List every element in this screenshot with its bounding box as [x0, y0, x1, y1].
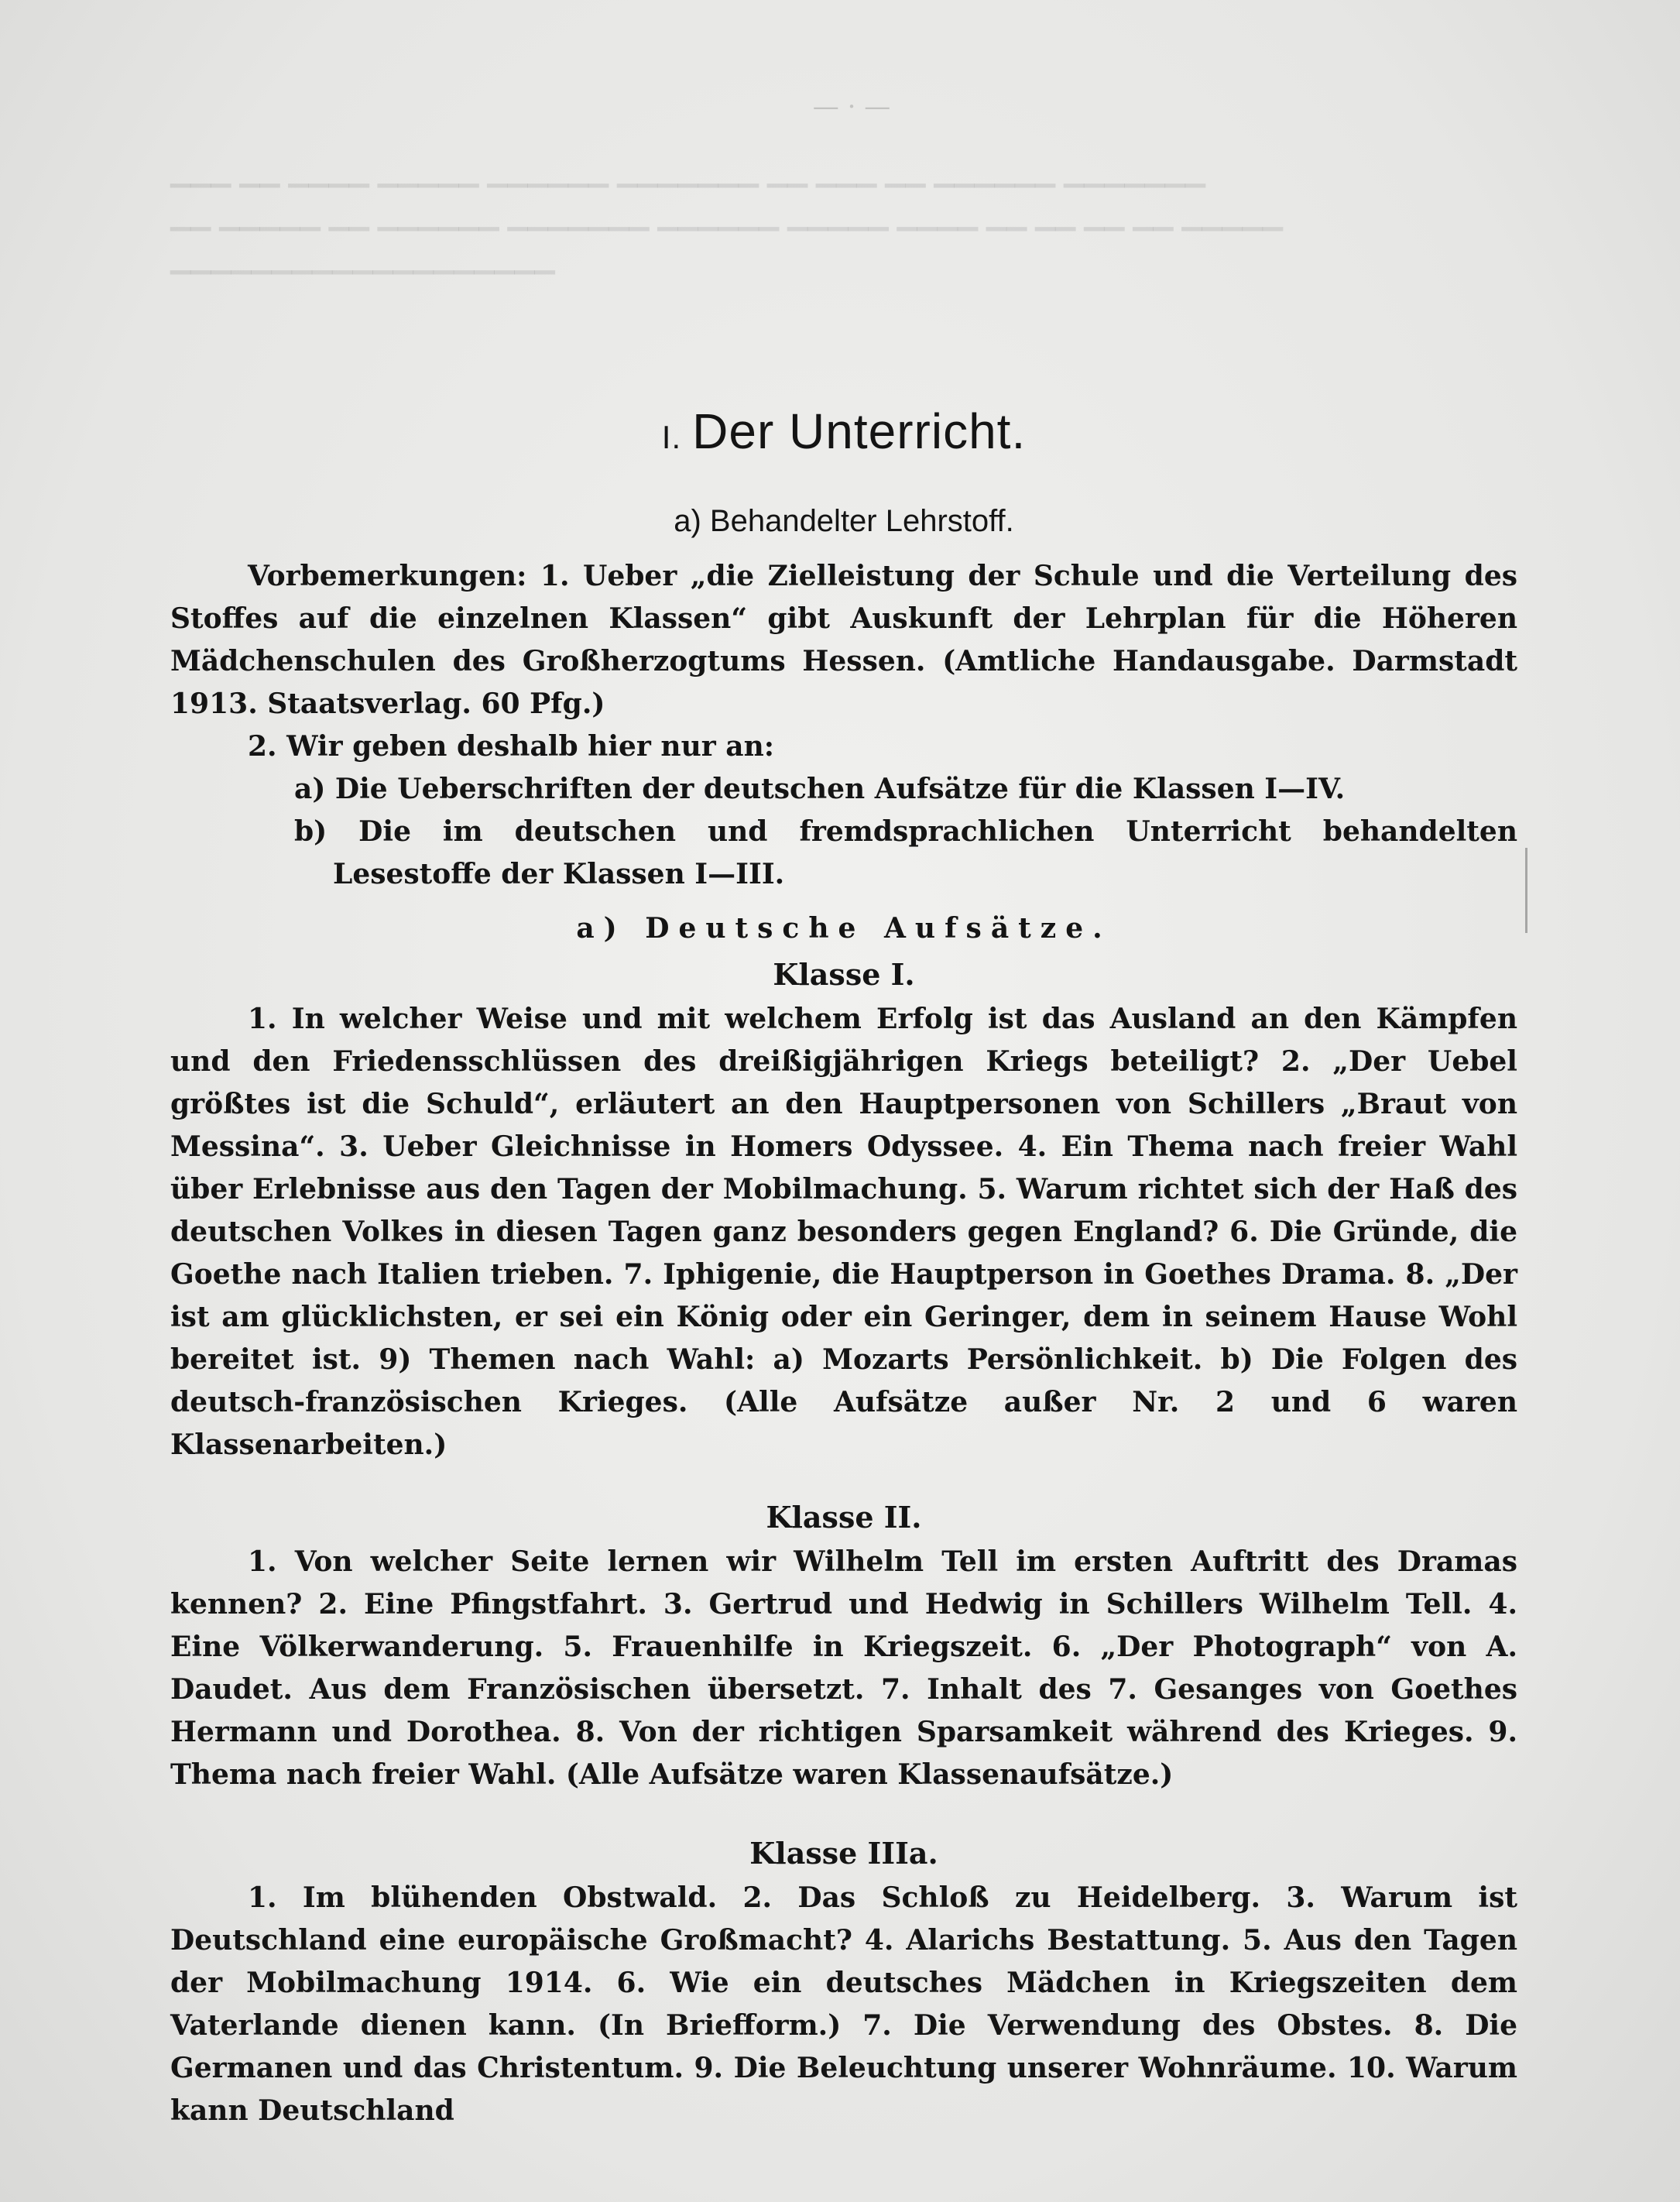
- chapter-heading: [170, 399, 1517, 470]
- klasse-2-essays: 1. Von welcher Seite lernen wir Wilhelm Tell im ersten Auftritt des Dramas kennen? 2. Eine Pfingstfahrt. 3. Gertrud und Hedwig in Schillers Wilhelm Tell. 4. Eine Völkerwanderung. 5. Frauenhilfe in Kriegszeit. 6. „Der Photograph“ von A. Daudet. Aus dem Französischen übersetzt. 7. Inhalt des 7. Gesanges von Goethes Hermann und Dorothea. 8. Von der richtigen Sparsamkeit während des Krieges. 9. Thema nach freier Wahl. (Alle Aufsätze waren Klassenaufsätze.): [170, 1545, 1517, 1791]
- essays-heading: a) Deutsche Aufsätze.: [576, 912, 1112, 945]
- chapter-title: Der Unterricht.: [692, 403, 1027, 459]
- klasse-1-essays: 1. In welcher Weise und mit welchem Erfolg ist das Ausland an den Kämpfen und den Friedensschlüssen des dreißigjährigen Kriegs beteiligt? 2. „Der Uebel größtes ist die Schuld“, erläutert an den Hauptpersonen von Schillers „Braut von Messina“. 3. Ueber Gleichnisse in Homers Odyssee. 4. Ein Thema nach freier Wahl über Erlebnisse aus den Tagen der Mobilmachung. 5. Warum richtet sich der Haß des deutschen Volkes in diesen Tagen ganz besonders gegen England? 6. Die Gründe, die Goethe nach Italien trieben. 7. Iphigenie, die Hauptperson in Goethes Drama. 8. „Der ist am glücklichsten, er sei ein König oder ein Geringer, dem in seinem Hause Wohl bereitet ist. 9) Themen nach Wahl: a) Mozarts Persönlichkeit. b) Die Folgen des deutsch-französischen Krieges. (Alle Aufsätze außer Nr. 2 und 6 waren Klassenarbeiten.): [170, 1003, 1517, 1461]
- remark-item-2b: b) Die im deutschen und fremdsprachlichen Unterricht behandelten Lesestoffe der Klassen I—III.: [294, 815, 1517, 890]
- remark-item-2a: a) Die Ueberschriften der deutschen Aufsätze für die Klassen I—IV.: [294, 773, 1346, 805]
- bleed-through-text: ▔▔▔ ▔▔ ▔▔▔▔ ▔▔▔▔▔ ▔▔▔▔▔▔ ▔▔▔▔▔▔▔ ▔▔ ▔▔▔ ▔▔ ▔▔▔▔▔▔ ▔▔▔▔▔▔▔ ▔▔ ▔▔▔▔▔ ▔▔ ▔▔▔▔▔▔ ▔▔▔▔▔▔▔ ▔▔▔▔▔▔ ▔▔▔▔▔ ▔▔▔▔ ▔▔ ▔▔ ▔▔ ▔▔ ▔▔▔▔▔ ▔▔▔▔▔▔▔▔▔▔▔▔▔▔▔▔▔▔▔: [170, 184, 1284, 302]
- klasse-3a-essays: 1. Im blühenden Obstwald. 2. Das Schloß zu Heidelberg. 3. Warum ist Deutschland eine europäische Großmacht? 4. Alarichs Bestattung. 5. Aus den Tagen der Mobilmachung 1914. 6. Wie ein deutsches Mädchen in Kriegszeiten dem Vaterlande dienen kann. (In Briefform.) 7. Die Verwendung des Obstes. 8. Die Germanen und das Christentum. 9. Die Beleuchtung unserer Wohnräume. 10. Warum kann Deutschland: [170, 1881, 1517, 2127]
- chapter-number: I.: [661, 419, 682, 455]
- bleed-through-page-number: — · —: [812, 91, 891, 122]
- margin-mark: [1525, 848, 1527, 933]
- preliminary-remarks: Vorbemerkungen: 1. Ueber „die Zielleistung der Schule und die Verteilung des Stoffes auf die einzelnen Klassen“ gibt Auskunft der Lehrplan für die Höheren Mädchenschulen des Großherzogtums Hessen. (Amtliche Handausgabe. Darmstadt 1913. Staatsverlag. 60 Pfg.): [170, 560, 1517, 720]
- klasse-3a-title: Klasse IIIa.: [749, 1836, 938, 1871]
- klasse-1-title: Klasse I.: [773, 957, 915, 992]
- section-subheading: a) Behandelter Lehrstoff.: [674, 504, 1014, 538]
- klasse-2-title: Klasse II.: [766, 1500, 922, 1535]
- page-content: [170, 399, 1517, 2132]
- remark-item-2: 2. Wir geben deshalb hier nur an:: [248, 730, 775, 763]
